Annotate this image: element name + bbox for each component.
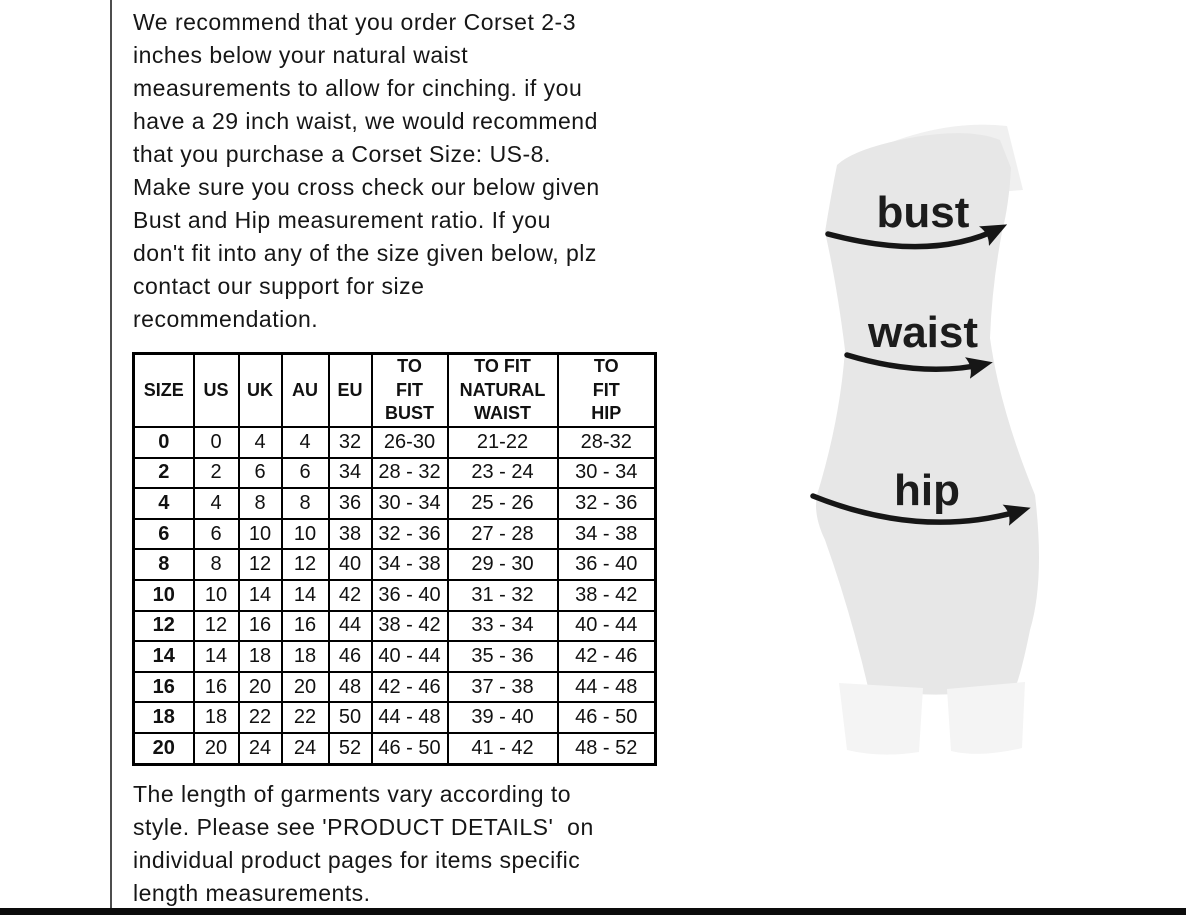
table-header-cell: TO FIT BUST bbox=[372, 354, 448, 428]
table-cell: 25 - 26 bbox=[448, 488, 558, 519]
size-cell: 0 bbox=[134, 427, 194, 458]
table-cell: 40 - 44 bbox=[372, 641, 448, 672]
table-row bbox=[134, 549, 656, 580]
table-cell: 0 bbox=[194, 427, 239, 458]
table-cell: 4 bbox=[239, 427, 282, 458]
table-row bbox=[134, 733, 656, 764]
table-header-cell: TO FIT HIP bbox=[558, 354, 656, 428]
table-cell: 52 bbox=[329, 733, 372, 764]
table-cell: 30 - 34 bbox=[558, 458, 656, 489]
table-cell: 38 - 42 bbox=[558, 580, 656, 611]
table-cell: 50 bbox=[329, 702, 372, 733]
table-cell: 4 bbox=[194, 488, 239, 519]
table-cell: 24 bbox=[282, 733, 329, 764]
table-cell: 6 bbox=[239, 458, 282, 489]
left-divider bbox=[110, 0, 112, 909]
table-cell: 18 bbox=[194, 702, 239, 733]
table-cell: 36 - 40 bbox=[372, 580, 448, 611]
table-cell: 31 - 32 bbox=[448, 580, 558, 611]
table-cell: 14 bbox=[282, 580, 329, 611]
table-cell: 39 - 40 bbox=[448, 702, 558, 733]
table-cell: 40 - 44 bbox=[558, 611, 656, 642]
table-cell: 18 bbox=[239, 641, 282, 672]
table-header-cell: AU bbox=[282, 354, 329, 428]
table-cell: 27 - 28 bbox=[448, 519, 558, 550]
table-row bbox=[134, 672, 656, 703]
left-leg-shape bbox=[839, 683, 923, 755]
table-cell: 46 bbox=[329, 641, 372, 672]
size-cell: 6 bbox=[134, 519, 194, 550]
body-measurement-diagram bbox=[795, 110, 1125, 800]
size-cell: 18 bbox=[134, 702, 194, 733]
table-row bbox=[134, 488, 656, 519]
table-cell: 38 bbox=[329, 519, 372, 550]
table-cell: 46 - 50 bbox=[558, 702, 656, 733]
table-cell: 26-30 bbox=[372, 427, 448, 458]
table-cell: 12 bbox=[239, 549, 282, 580]
footer-paragraph: The length of garments vary according to style. Please see 'PRODUCT DETAILS' on individual product pages for items specific length measurements. bbox=[133, 781, 594, 906]
table-cell: 38 - 42 bbox=[372, 611, 448, 642]
table-cell: 28-32 bbox=[558, 427, 656, 458]
size-cell: 2 bbox=[134, 458, 194, 489]
table-cell: 29 - 30 bbox=[448, 549, 558, 580]
table-row bbox=[134, 519, 656, 550]
table-cell: 8 bbox=[239, 488, 282, 519]
table-cell: 46 - 50 bbox=[372, 733, 448, 764]
table-cell: 20 bbox=[194, 733, 239, 764]
table-cell: 22 bbox=[239, 702, 282, 733]
table-cell: 42 - 46 bbox=[372, 672, 448, 703]
size-cell: 14 bbox=[134, 641, 194, 672]
size-cell: 8 bbox=[134, 549, 194, 580]
table-cell: 6 bbox=[282, 458, 329, 489]
table-cell: 48 - 52 bbox=[558, 733, 656, 764]
table-cell: 32 - 36 bbox=[558, 488, 656, 519]
table-header-cell: EU bbox=[329, 354, 372, 428]
table-cell: 2 bbox=[194, 458, 239, 489]
table-row bbox=[134, 611, 656, 642]
table-cell: 8 bbox=[282, 488, 329, 519]
right-leg-shape bbox=[947, 682, 1025, 754]
table-cell: 4 bbox=[282, 427, 329, 458]
table-cell: 36 - 40 bbox=[558, 549, 656, 580]
table-row bbox=[134, 427, 656, 458]
table-cell: 22 bbox=[282, 702, 329, 733]
table-cell: 44 - 48 bbox=[558, 672, 656, 703]
waist-label: waist bbox=[867, 308, 979, 357]
table-cell: 20 bbox=[239, 672, 282, 703]
table-cell: 37 - 38 bbox=[448, 672, 558, 703]
table-row bbox=[134, 580, 656, 611]
table-cell: 24 bbox=[239, 733, 282, 764]
bottom-divider bbox=[0, 908, 1186, 915]
table-cell: 36 bbox=[329, 488, 372, 519]
table-cell: 10 bbox=[239, 519, 282, 550]
table-cell: 10 bbox=[282, 519, 329, 550]
size-cell: 10 bbox=[134, 580, 194, 611]
table-cell: 14 bbox=[194, 641, 239, 672]
table-row bbox=[134, 458, 656, 489]
table-cell: 10 bbox=[194, 580, 239, 611]
table-cell: 21-22 bbox=[448, 427, 558, 458]
bust-label: bust bbox=[876, 188, 970, 237]
table-cell: 34 - 38 bbox=[558, 519, 656, 550]
table-cell: 42 - 46 bbox=[558, 641, 656, 672]
table-cell: 44 - 48 bbox=[372, 702, 448, 733]
table-cell: 16 bbox=[239, 611, 282, 642]
table-header-cell: TO FIT NATURAL WAIST bbox=[448, 354, 558, 428]
size-cell: 4 bbox=[134, 488, 194, 519]
table-cell: 16 bbox=[282, 611, 329, 642]
table-cell: 48 bbox=[329, 672, 372, 703]
table-cell: 32 - 36 bbox=[372, 519, 448, 550]
table-cell: 34 - 38 bbox=[372, 549, 448, 580]
table-cell: 44 bbox=[329, 611, 372, 642]
table-cell: 35 - 36 bbox=[448, 641, 558, 672]
table-cell: 28 - 32 bbox=[372, 458, 448, 489]
size-cell: 16 bbox=[134, 672, 194, 703]
size-cell: 20 bbox=[134, 733, 194, 764]
table-cell: 40 bbox=[329, 549, 372, 580]
table-cell: 12 bbox=[194, 611, 239, 642]
table-header-row bbox=[134, 354, 656, 428]
table-cell: 20 bbox=[282, 672, 329, 703]
table-cell: 42 bbox=[329, 580, 372, 611]
intro-paragraph: We recommend that you order Corset 2-3 inches below your natural waist measurements to allow for cinching. if you have a 29 inch waist, we would recommend that you purchase a Corset Size: US-8. Make sure you cross check our below given Bust and Hip measurement ratio. If you don't fit into any of the size given below, plz contact our support for size recommendation. bbox=[133, 9, 600, 332]
table-row bbox=[134, 641, 656, 672]
table-cell: 18 bbox=[282, 641, 329, 672]
table-header-cell: SIZE bbox=[134, 354, 194, 428]
size-cell: 12 bbox=[134, 611, 194, 642]
table-cell: 16 bbox=[194, 672, 239, 703]
hip-label: hip bbox=[894, 466, 960, 515]
table-cell: 32 bbox=[329, 427, 372, 458]
table-row bbox=[134, 702, 656, 733]
table-cell: 14 bbox=[239, 580, 282, 611]
table-cell: 33 - 34 bbox=[448, 611, 558, 642]
table-header-cell: UK bbox=[239, 354, 282, 428]
table-header-cell: US bbox=[194, 354, 239, 428]
table-cell: 6 bbox=[194, 519, 239, 550]
table-cell: 8 bbox=[194, 549, 239, 580]
table-cell: 12 bbox=[282, 549, 329, 580]
table-cell: 34 bbox=[329, 458, 372, 489]
table-cell: 23 - 24 bbox=[448, 458, 558, 489]
table-cell: 41 - 42 bbox=[448, 733, 558, 764]
size-chart-table bbox=[132, 352, 657, 766]
table-cell: 30 - 34 bbox=[372, 488, 448, 519]
